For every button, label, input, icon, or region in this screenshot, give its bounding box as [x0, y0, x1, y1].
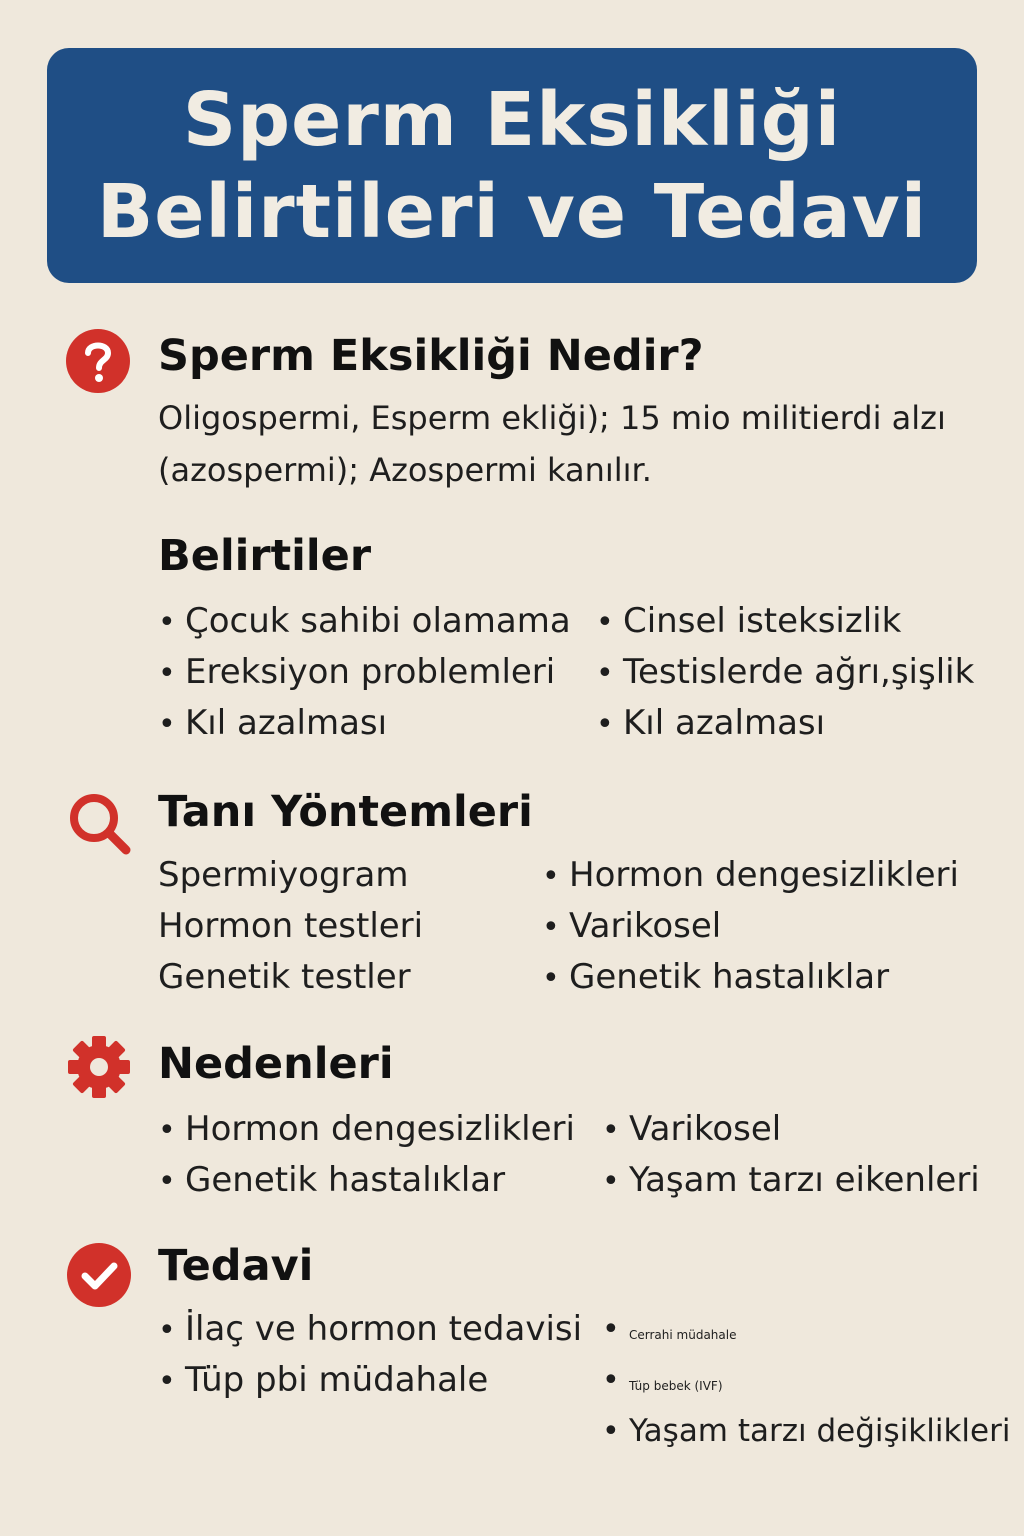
list-item: • Hormon dengesizlikleri	[158, 1104, 575, 1155]
list-item: • Varikosel	[602, 1104, 980, 1155]
list-item: Spermiyogram	[158, 855, 409, 895]
list-item: • Kıl azalması	[596, 698, 974, 749]
list-item: • Cerrahi müdahale	[602, 1304, 1010, 1355]
list-item: • Tüp pbi müdahale	[158, 1355, 582, 1406]
what-text-line-1: Oligospermi, Esperm ekliği); 15 mio militierdi alzı	[158, 399, 946, 437]
list-item: • İlaç ve hormon tedavisi	[158, 1304, 582, 1355]
title-line-1: Sperm Eksikliği	[182, 76, 842, 163]
list-item: • Testislerde ağrı,şişlik	[596, 647, 974, 698]
list-item: • Varikosel	[542, 901, 959, 952]
list-item: • Tüp bebek (IVF)	[602, 1355, 1010, 1406]
checkmark-icon	[66, 1242, 132, 1308]
list-item: • Yaşam tarzı eikenleri	[602, 1155, 980, 1206]
treatment-left-list	[158, 1304, 582, 1406]
list-item: • Ereksiyon problemleri	[158, 647, 571, 698]
gear-icon	[66, 1034, 132, 1100]
diagnosis-heading: Tanı Yöntemleri	[158, 787, 533, 837]
causes-right-list	[602, 1104, 980, 1206]
title-line-2: Belirtileri ve Tedavi	[96, 168, 928, 255]
list-item: • Yaşam tarzı değişiklikleri	[602, 1406, 1010, 1457]
symptoms-heading: Belirtiler	[158, 531, 372, 581]
causes-heading: Nedenleri	[158, 1039, 394, 1089]
symptoms-left-list	[158, 596, 571, 749]
list-item: Hormon testleri	[158, 906, 424, 946]
list-item: • Cinsel isteksizlik	[596, 596, 974, 647]
list-item: Genetik testler	[158, 957, 411, 997]
list-item: • Çocuk sahibi olamama	[158, 596, 571, 647]
list-item: • Genetik hastalıklar	[158, 1155, 575, 1206]
treatment-heading: Tedavi	[158, 1241, 314, 1291]
what-text-line-2: (azospermi); Azospermi kanılır.	[158, 451, 652, 489]
question-icon	[65, 328, 131, 394]
treatment-right-list	[602, 1304, 1010, 1457]
list-item: • Kıl azalması	[158, 698, 571, 749]
magnifier-icon	[66, 790, 132, 856]
list-item: • Genetik hastalıklar	[542, 952, 959, 1003]
title-banner	[47, 48, 977, 283]
causes-left-list	[158, 1104, 575, 1206]
diagnosis-left-list	[158, 850, 423, 1003]
what-heading: Sperm Eksikliği Nedir?	[158, 331, 704, 381]
symptoms-right-list	[596, 596, 974, 749]
list-item: • Hormon dengesizlikleri	[542, 850, 959, 901]
diagnosis-right-list	[542, 850, 959, 1003]
